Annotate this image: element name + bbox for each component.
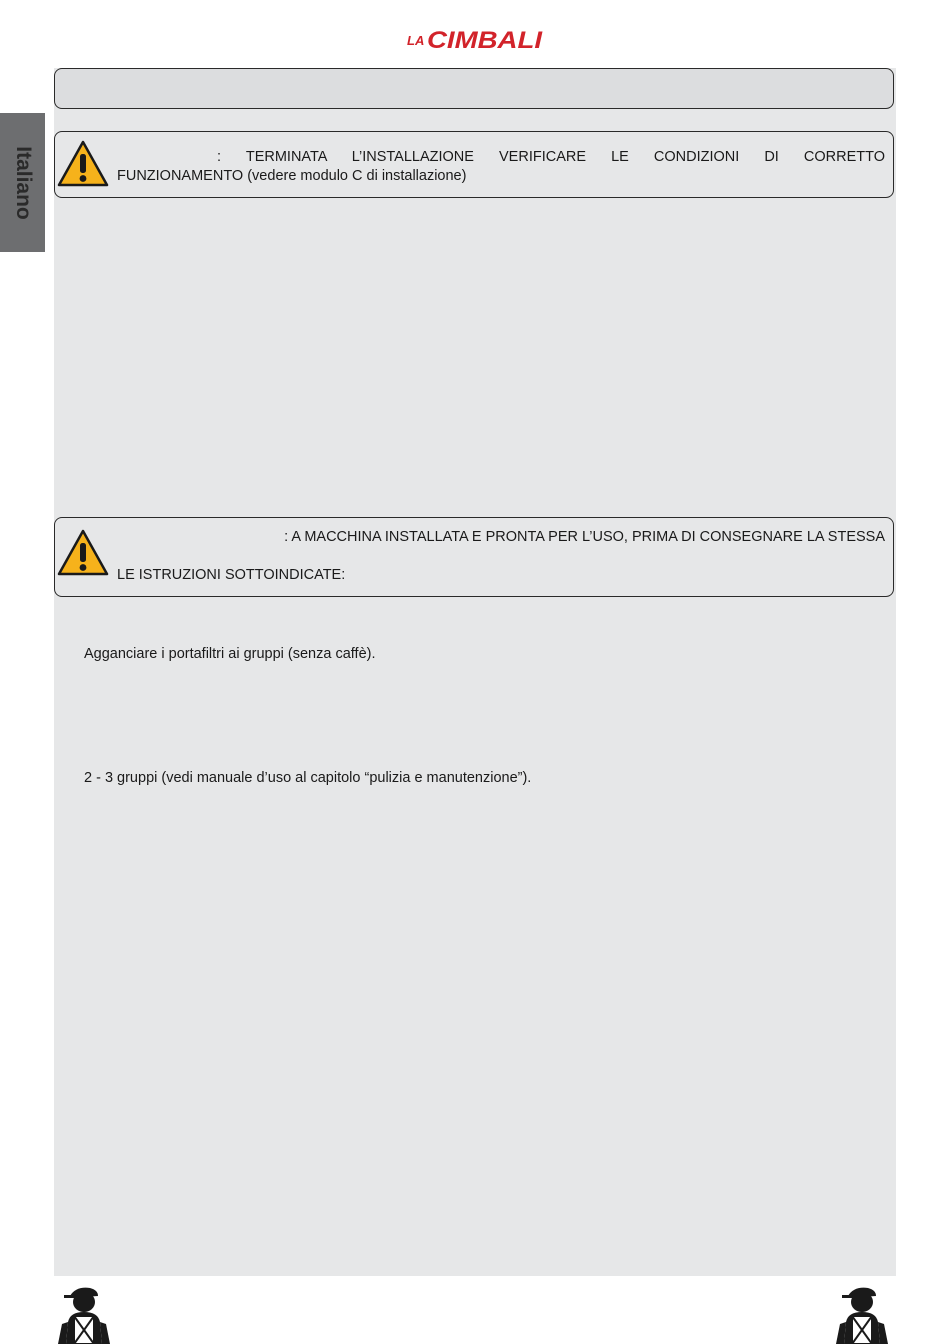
warning-text <box>117 528 885 585</box>
instruction-paragraph-groups: 2 - 3 gruppi (vedi manuale d’uso al capitolo “pulizia e manutenzione”). <box>84 770 532 786</box>
section-header-box <box>54 68 894 109</box>
warning-triangle-icon <box>57 140 109 187</box>
technician-icon <box>834 1284 896 1344</box>
la-cimbali-logo <box>405 18 545 58</box>
warning-box-installation-check <box>54 131 894 198</box>
language-side-tab <box>0 113 45 252</box>
warning-box-delivery-instructions <box>54 517 894 597</box>
logo-main: CIMBALI <box>427 27 544 54</box>
warning-triangle-icon <box>57 529 109 576</box>
warning-line-1: : TERMINATA L’INSTALLAZIONE VERIFICARE LE CONDIZIONI DI CORRETTO <box>217 149 885 165</box>
warning-line-1: : A MACCHINA INSTALLATA E PRONTA PER L’USO, PRIMA DI CONSEGNARE LA STESSA <box>284 529 885 545</box>
warning-line-2: LE ISTRUZIONI SOTTOINDICATE: <box>117 567 346 583</box>
language-label: Italiano <box>11 145 35 220</box>
technician-icon <box>56 1284 118 1344</box>
content-background <box>54 68 896 1276</box>
warning-text <box>117 148 885 186</box>
instruction-paragraph-portafilters: Agganciare i portafiltri ai gruppi (senza caffè). <box>84 646 376 662</box>
warning-line-2: FUNZIONAMENTO (vedere modulo C di installazione) <box>117 168 467 184</box>
logo-prefix: LA <box>407 33 425 48</box>
